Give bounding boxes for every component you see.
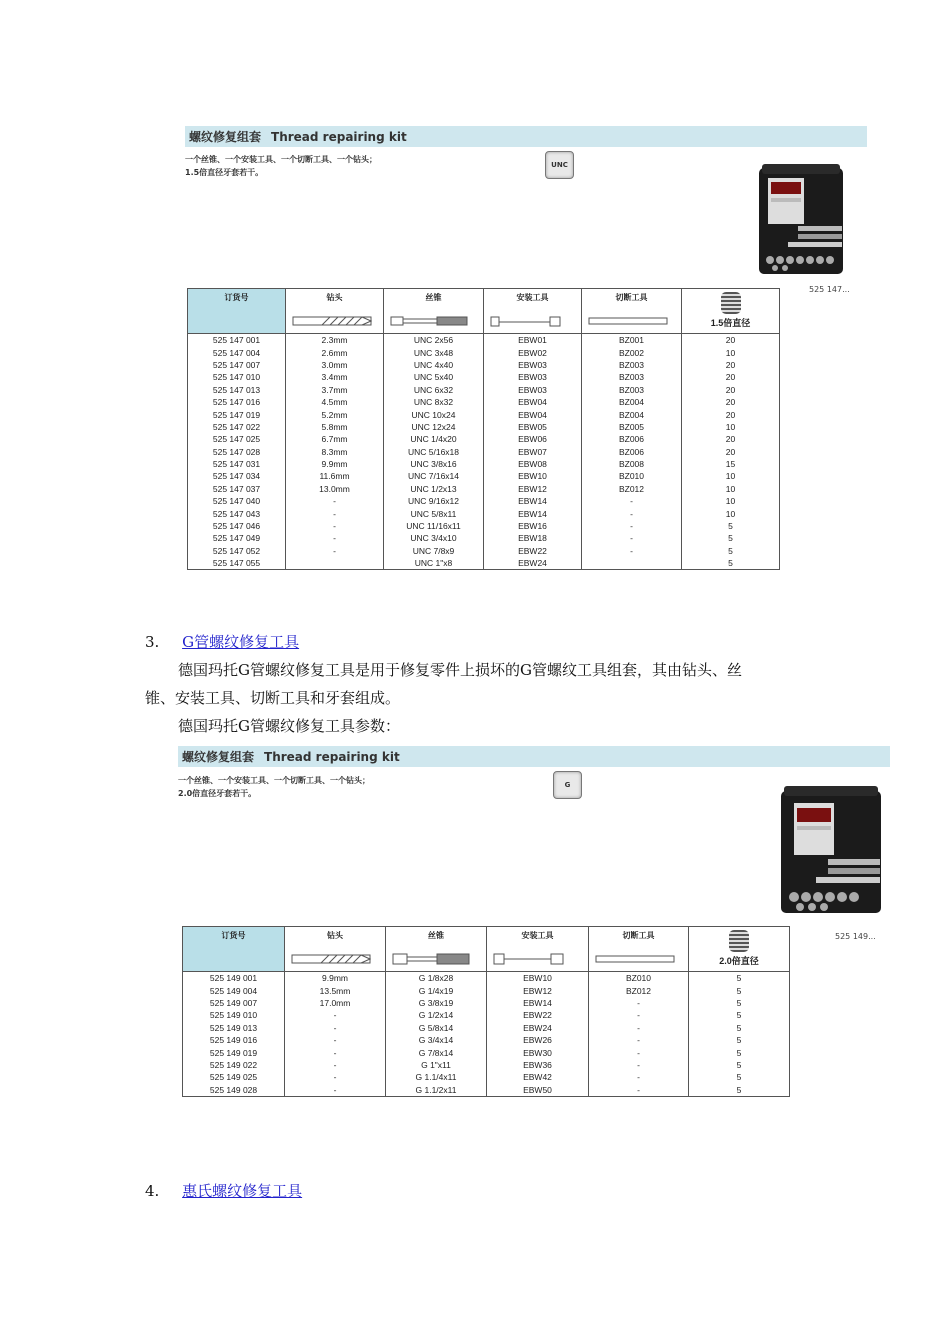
thread-insert-icon (729, 930, 749, 952)
table-cell: EBW50 (487, 1084, 589, 1097)
table-cell: 525 147 010 (188, 371, 286, 383)
table-cell: 20 (682, 334, 780, 347)
kit-banner-unc (185, 126, 867, 147)
table-cell: EBW07 (484, 446, 582, 458)
table-cell: EBW42 (487, 1071, 589, 1083)
table-cell: G 3/8x19 (386, 997, 487, 1009)
table-row (188, 334, 780, 347)
table-cell: 525 149 019 (183, 1046, 285, 1058)
table-cell: - (589, 1084, 689, 1097)
table-cell: - (589, 1059, 689, 1071)
table-cell: 2.3mm (286, 334, 384, 347)
table-cell: G 1"x11 (386, 1059, 487, 1071)
table-row (188, 458, 780, 470)
table-cell: EBW10 (487, 972, 589, 985)
table-cell: - (285, 1084, 386, 1097)
table-row (188, 532, 780, 544)
table-cell: BZ003 (582, 359, 682, 371)
banner-title-en: Thread repairing kit (264, 749, 400, 764)
link-whitworth-thread-tool[interactable]: 惠氏螺纹修复工具 (182, 1182, 303, 1200)
table-row (188, 545, 780, 557)
table-cell: BZ004 (582, 408, 682, 420)
table-cell: - (286, 545, 384, 557)
table-cell: 525 147 022 (188, 421, 286, 433)
table-row (183, 1022, 790, 1034)
table-cell: UNC 1/2x13 (384, 483, 484, 495)
table-cell: G 3/4x14 (386, 1034, 487, 1046)
table-cell: BZ012 (589, 984, 689, 996)
table-row (183, 1059, 790, 1071)
header-tap: 丝锥 (384, 289, 484, 334)
table-cell: EBW12 (484, 483, 582, 495)
table-cell: 3.7mm (286, 384, 384, 396)
banner-title-en: Thread repairing kit (271, 129, 407, 144)
table-row (188, 483, 780, 495)
table-cell: 3.4mm (286, 371, 384, 383)
table-cell: 525 149 001 (183, 972, 285, 985)
table-cell: 5 (689, 1022, 790, 1034)
table-row (188, 421, 780, 433)
table-cell: 20 (682, 408, 780, 420)
table-cell: 10 (682, 346, 780, 358)
table-cell: - (286, 495, 384, 507)
table-cell: 525 149 007 (183, 997, 285, 1009)
list-item-4 (145, 1177, 302, 1205)
table-cell: 20 (682, 371, 780, 383)
table-cell: - (589, 997, 689, 1009)
table-cell: EBW03 (484, 359, 582, 371)
table-cell: 6.7mm (286, 433, 384, 445)
table-row (188, 408, 780, 420)
table-cell: 525 147 031 (188, 458, 286, 470)
table-cell: BZ006 (582, 446, 682, 458)
table-cell: UNC 1"x8 (384, 557, 484, 570)
table-cell: 17.0mm (285, 997, 386, 1009)
table-cell: - (589, 1034, 689, 1046)
table-cell: 5 (689, 972, 790, 985)
table-cell: BZ002 (582, 346, 682, 358)
table-row (188, 433, 780, 445)
table-row (188, 346, 780, 358)
table-cell: 525 149 010 (183, 1009, 285, 1021)
table-cell: - (589, 1022, 689, 1034)
table-cell: BZ003 (582, 371, 682, 383)
table-cell: BZ003 (582, 384, 682, 396)
kit-order-caption-unc: 525 147... (809, 285, 850, 294)
table-cell: 10 (682, 495, 780, 507)
cut-tool-icon (595, 953, 675, 965)
kit-banner-g (178, 746, 890, 767)
table-cell: 8.3mm (286, 446, 384, 458)
table-cell: 20 (682, 396, 780, 408)
table-cell: UNC 12x24 (384, 421, 484, 433)
table-cell: UNC 1/4x20 (384, 433, 484, 445)
table-cell: - (582, 532, 682, 544)
table-cell: 5 (689, 1046, 790, 1058)
list-item-3 (145, 628, 299, 656)
table-cell: BZ008 (582, 458, 682, 470)
table-cell: - (589, 1009, 689, 1021)
table-cell: EBW26 (487, 1034, 589, 1046)
header-cut-tool: 切断工具 (582, 289, 682, 334)
table-cell: 525 147 046 (188, 520, 286, 532)
thread-insert-icon (721, 292, 741, 314)
table-cell: 525 147 049 (188, 532, 286, 544)
table-cell: 20 (682, 384, 780, 396)
table-cell: - (285, 1009, 386, 1021)
table-cell: UNC 5/8x11 (384, 507, 484, 519)
table-row (183, 1071, 790, 1083)
table-cell: 10 (682, 507, 780, 519)
kit-description-unc (185, 153, 377, 179)
drill-icon (292, 315, 372, 327)
link-g-pipe-thread-tool[interactable]: G管螺纹修复工具 (182, 633, 300, 651)
table-cell: 10 (682, 483, 780, 495)
table-cell: 525 147 034 (188, 470, 286, 482)
table-cell: G 1.1/2x11 (386, 1084, 487, 1097)
table-row (188, 557, 780, 570)
table-cell: 525 147 055 (188, 557, 286, 570)
table-cell: - (285, 1034, 386, 1046)
table-cell: 525 147 037 (188, 483, 286, 495)
banner-title-cn: 螺纹修复组套 (189, 130, 262, 144)
table-cell: 9.9mm (286, 458, 384, 470)
thread-type-badge-unc: UNC (545, 151, 574, 179)
table-cell (286, 557, 384, 570)
banner-title-cn: 螺纹修复组套 (182, 750, 255, 764)
table-cell: 5.2mm (286, 408, 384, 420)
table-cell: EBW03 (484, 371, 582, 383)
table-cell: 20 (682, 433, 780, 445)
table-cell: 20 (682, 359, 780, 371)
tap-icon (390, 315, 470, 327)
table-cell: UNC 3x48 (384, 346, 484, 358)
table-row (188, 495, 780, 507)
table-cell: - (582, 495, 682, 507)
table-cell: EBW14 (487, 997, 589, 1009)
table-cell: EBW18 (484, 532, 582, 544)
list-number: 3. (145, 633, 160, 651)
install-tool-icon (493, 953, 573, 965)
table-cell: 5 (689, 1009, 790, 1021)
table-cell: BZ005 (582, 421, 682, 433)
list-number: 4. (145, 1182, 160, 1200)
table-cell: - (286, 507, 384, 519)
kit-case-image (780, 783, 882, 915)
table-cell: BZ001 (582, 334, 682, 347)
table-cell: EBW14 (484, 507, 582, 519)
table-cell: - (286, 520, 384, 532)
table-row (188, 371, 780, 383)
header-drill: 钻头 (285, 927, 386, 972)
table-cell: 525 147 028 (188, 446, 286, 458)
table-cell: 525 147 052 (188, 545, 286, 557)
table-cell: 525 149 022 (183, 1059, 285, 1071)
table-cell: 10 (682, 470, 780, 482)
table-cell: EBW22 (484, 545, 582, 557)
table-cell: - (589, 1046, 689, 1058)
table-row (183, 972, 790, 985)
table-row (188, 384, 780, 396)
table-cell: G 1/2x14 (386, 1009, 487, 1021)
table-cell: 10 (682, 421, 780, 433)
table-cell: - (286, 532, 384, 544)
table-cell: UNC 11/16x11 (384, 520, 484, 532)
table-cell: - (285, 1059, 386, 1071)
header-order-no: 订货号 (183, 927, 285, 972)
table-row (188, 446, 780, 458)
kit-description-line2: 2.0倍直径牙套若干。 (178, 789, 257, 798)
insert-size-label: 1.5倍直径 (710, 318, 751, 328)
table-cell: 525 149 016 (183, 1034, 285, 1046)
table-row (183, 984, 790, 996)
table-cell: BZ006 (582, 433, 682, 445)
header-install-tool: 安装工具 (484, 289, 582, 334)
table-cell: 11.6mm (286, 470, 384, 482)
table-cell (582, 557, 682, 570)
drill-icon (291, 953, 371, 965)
table-cell: 5 (682, 545, 780, 557)
table-cell: 525 147 025 (188, 433, 286, 445)
table-cell: EBW08 (484, 458, 582, 470)
table-cell: 4.5mm (286, 396, 384, 408)
table-cell: - (285, 1022, 386, 1034)
table-cell: UNC 3/4x10 (384, 532, 484, 544)
table-cell: EBW04 (484, 396, 582, 408)
cut-tool-icon (588, 315, 668, 327)
header-insert (682, 289, 780, 334)
table-cell: - (589, 1071, 689, 1083)
table-row (183, 1084, 790, 1097)
table-cell: EBW16 (484, 520, 582, 532)
kit-case-image (758, 160, 844, 276)
table-cell: UNC 4x40 (384, 359, 484, 371)
table-cell: 525 147 040 (188, 495, 286, 507)
table-cell: 5 (689, 984, 790, 996)
table-cell: - (285, 1071, 386, 1083)
table-cell: EBW12 (487, 984, 589, 996)
table-row (188, 470, 780, 482)
table-cell: EBW22 (487, 1009, 589, 1021)
header-install-tool: 安装工具 (487, 927, 589, 972)
table-cell: EBW06 (484, 433, 582, 445)
table-cell: 525 147 013 (188, 384, 286, 396)
table-cell: 5 (689, 1059, 790, 1071)
table-cell: 15 (682, 458, 780, 470)
header-order-no: 订货号 (188, 289, 286, 334)
table-cell: BZ010 (589, 972, 689, 985)
table-cell: 525 147 001 (188, 334, 286, 347)
table-cell: 3.0mm (286, 359, 384, 371)
table-cell: 5 (682, 557, 780, 570)
table-cell: UNC 3/8x16 (384, 458, 484, 470)
kit-description-line1: 一个丝锥、一个安装工具、一个切断工具、一个钻头； (178, 776, 370, 785)
table-cell: UNC 2x56 (384, 334, 484, 347)
table-cell: 525 149 025 (183, 1071, 285, 1083)
table-cell: UNC 9/16x12 (384, 495, 484, 507)
tap-icon (392, 953, 472, 965)
paragraph-description (145, 656, 825, 740)
table-cell: EBW10 (484, 470, 582, 482)
table-row (188, 359, 780, 371)
table-cell: UNC 5x40 (384, 371, 484, 383)
table-cell: G 1.1/4x11 (386, 1071, 487, 1083)
table-cell: 5.8mm (286, 421, 384, 433)
paragraph-line2: 锥、安装工具、切断工具和牙套组成。 (145, 689, 401, 707)
table-cell: 5 (682, 532, 780, 544)
table-cell: UNC 5/16x18 (384, 446, 484, 458)
table-row (183, 1034, 790, 1046)
header-cut-tool: 切断工具 (589, 927, 689, 972)
table-cell: EBW36 (487, 1059, 589, 1071)
table-cell: - (582, 520, 682, 532)
spec-table-body-unc (188, 334, 780, 570)
paragraph-line1: 德国玛托G管螺纹修复工具是用于修复零件上损坏的G管螺纹工具组套，其由钻头、丝 (178, 661, 742, 679)
insert-size-label: 2.0倍直径 (719, 956, 759, 966)
table-cell: G 5/8x14 (386, 1022, 487, 1034)
table-cell: 525 149 013 (183, 1022, 285, 1034)
header-drill: 钻头 (286, 289, 384, 334)
table-row (183, 1009, 790, 1021)
header-insert (689, 927, 790, 972)
table-cell: - (582, 545, 682, 557)
kit-description-g (178, 774, 370, 800)
table-cell: UNC 10x24 (384, 408, 484, 420)
table-cell: UNC 7/16x14 (384, 470, 484, 482)
table-cell: G 1/8x28 (386, 972, 487, 985)
table-cell: G 1/4x19 (386, 984, 487, 996)
table-cell: 525 147 004 (188, 346, 286, 358)
table-cell: UNC 7/8x9 (384, 545, 484, 557)
table-cell: EBW04 (484, 408, 582, 420)
table-row (188, 507, 780, 519)
header-tap: 丝锥 (386, 927, 487, 972)
table-cell: 13.5mm (285, 984, 386, 996)
table-row (188, 396, 780, 408)
spec-table-g (182, 926, 790, 1097)
kit-description-line1: 一个丝锥、一个安装工具、一个切断工具、一个钻头； (185, 155, 377, 164)
table-cell: - (582, 507, 682, 519)
kit-order-caption-g: 525 149... (835, 932, 876, 941)
table-cell: 525 147 019 (188, 408, 286, 420)
table-cell: 525 147 016 (188, 396, 286, 408)
table-cell: EBW05 (484, 421, 582, 433)
table-cell: 525 149 004 (183, 984, 285, 996)
table-cell: EBW24 (484, 557, 582, 570)
table-cell: EBW30 (487, 1046, 589, 1058)
table-cell: G 7/8x14 (386, 1046, 487, 1058)
table-cell: 525 147 007 (188, 359, 286, 371)
table-cell: EBW01 (484, 334, 582, 347)
table-cell: 525 149 028 (183, 1084, 285, 1097)
table-cell: 5 (689, 1071, 790, 1083)
table-row (183, 997, 790, 1009)
spec-table-unc (187, 288, 780, 570)
table-cell: UNC 6x32 (384, 384, 484, 396)
table-cell: BZ004 (582, 396, 682, 408)
table-row (188, 520, 780, 532)
table-cell: 525 147 043 (188, 507, 286, 519)
install-tool-icon (490, 315, 570, 327)
table-cell: EBW02 (484, 346, 582, 358)
spec-table-body-g (183, 972, 790, 1097)
kit-description-line2: 1.5倍直径牙套若干。 (185, 168, 264, 177)
table-cell: 5 (689, 1034, 790, 1046)
table-cell: - (285, 1046, 386, 1058)
table-cell: 2.6mm (286, 346, 384, 358)
table-cell: 13.0mm (286, 483, 384, 495)
table-cell: BZ012 (582, 483, 682, 495)
table-cell: BZ010 (582, 470, 682, 482)
thread-type-badge-g: G (553, 771, 582, 799)
table-cell: 9.9mm (285, 972, 386, 985)
table-cell: EBW03 (484, 384, 582, 396)
table-cell: 20 (682, 446, 780, 458)
paragraph-params: 德国玛托G管螺纹修复工具参数： (178, 717, 400, 735)
table-cell: EBW24 (487, 1022, 589, 1034)
table-cell: 5 (682, 520, 780, 532)
table-cell: EBW14 (484, 495, 582, 507)
table-cell: 5 (689, 997, 790, 1009)
table-cell: 5 (689, 1084, 790, 1097)
table-cell: UNC 8x32 (384, 396, 484, 408)
table-row (183, 1046, 790, 1058)
